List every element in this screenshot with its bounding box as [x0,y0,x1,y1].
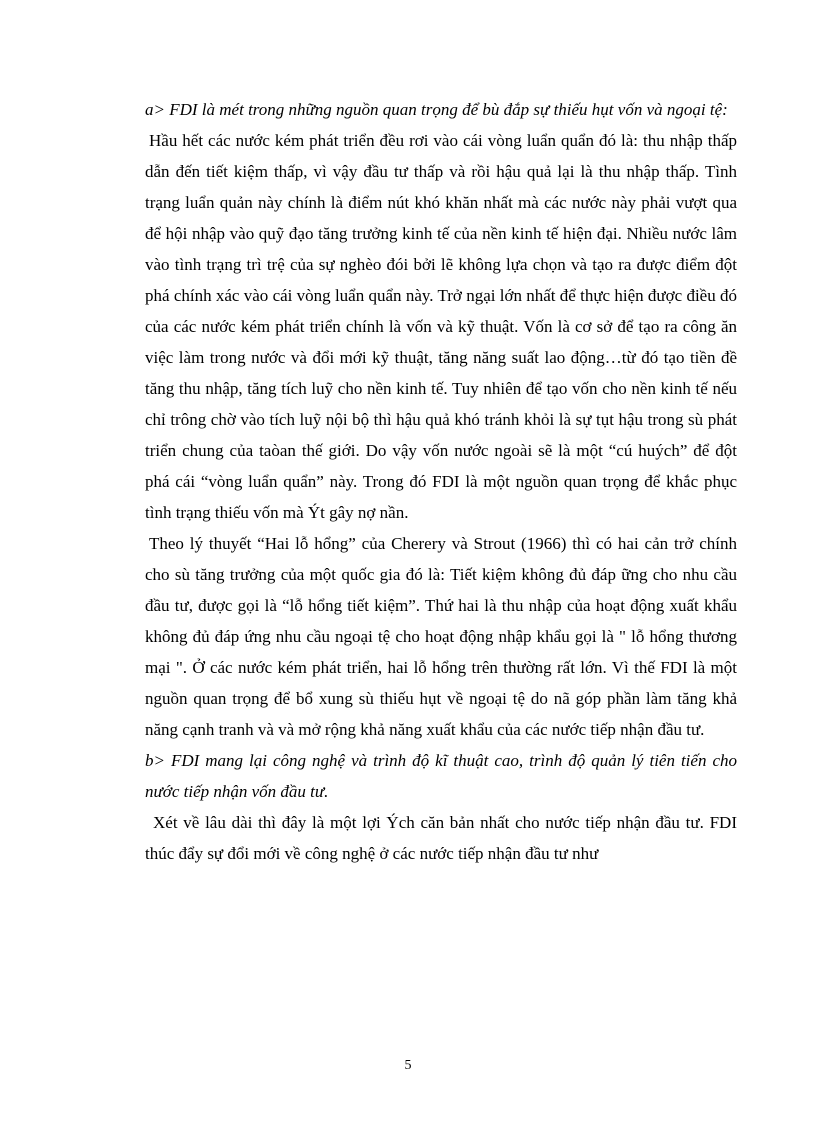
paragraph-two-gaps-theory: Theo lý thuyết “Hai lỗ hổng” của Cherery và Strout (1966) thì có hai cản trở chính cho sù tăng trưởng của một quốc gia đó là: Tiết kiệm không đủ đáp ững cho nhu cầu đầu tư, được gọi là “lỗ hổng tiết kiệm”. Thứ hai là thu nhập của hoạt động xuất khẩu không đủ đáp ứng nhu cầu ngoại tệ cho hoạt động nhập khẩu gọi là " lỗ hổng thương mại ". Ở các nước kém phát triển, hai lỗ hổng trên thường rất lớn. Vì thế FDI là một nguồn quan trọng để bổ xung sù thiếu hụt về ngoại tệ do nã góp phần làm tăng khả năng cạnh tranh và và mở rộng khả năng xuất khẩu của các nước tiếp nhận đầu tư. [145,534,737,739]
section-heading-b: b> FDI mang lại công nghệ và trình độ kĩ thuật cao, trình độ quản lý tiên tiến cho nước tiếp nhận vốn đầu tư. [145,751,737,801]
page-number: 5 [404,1058,412,1073]
paragraph-vicious-circle: Hầu hết các nước kém phát triển đều rơi vào cái vòng luẩn quẩn đó là: thu nhập thấp dẫn đến tiết kiệm thấp, vì vậy đầu tư thấp và rồi hậu quả lại là thu nhập thấp. Tình trạng luẩn quản này chính là điểm nút khó khăn nhất mà các nước này phải vượt qua để hội nhập vào quỹ đạo tăng trưởng kinh tế của nền kinh tế hiện đại. Nhiều nước lâm vào tình trạng trì trệ của sự nghèo đói bởi lẽ không lựa chọn và tạo ra được điểm đột phá chính xác vào cái vòng luẩn quẩn này. Trở ngại lớn nhất để thực hiện được điều đó của các nước kém phát triển chính là vốn và kỹ thuật. Vốn là cơ sở để tạo ra công ăn việc làm trong nước và đổi mới kỹ thuật, tăng năng suất lao động…từ đó tạo tiền đề tăng thu nhập, tăng tích luỹ cho nền kinh tế. Tuy nhiên để tạo vốn cho nền kinh tế nếu chỉ trông chờ vào tích luỹ nội bộ thì hậu quả khó tránh khỏi là sự tụt hậu trong sù phát triển chung của taòan thế giới. Do vậy vốn nước ngoài sẽ là một “cú huých” để đột phá cái “vòng luẩn quẩn” này. Trong đó FDI là một nguồn quan trọng để khắc phục tình trạng thiếu vốn mà Ýt gây nợ nần. [145,131,737,522]
document-page [145,94,737,869]
paragraph-technology-benefit: Xét về lâu dài thì đây là một lợi Ých căn bản nhất cho nước tiếp nhận đầu tư. FDI thúc đẩy sự đổi mới về công nghệ ở các nước tiếp nhận đầu tư như [145,813,737,863]
section-heading-a: a> FDI là mét trong những nguồn quan trọng để bù đắp sự thiếu hụt vốn và ngoại tệ: [145,100,728,119]
